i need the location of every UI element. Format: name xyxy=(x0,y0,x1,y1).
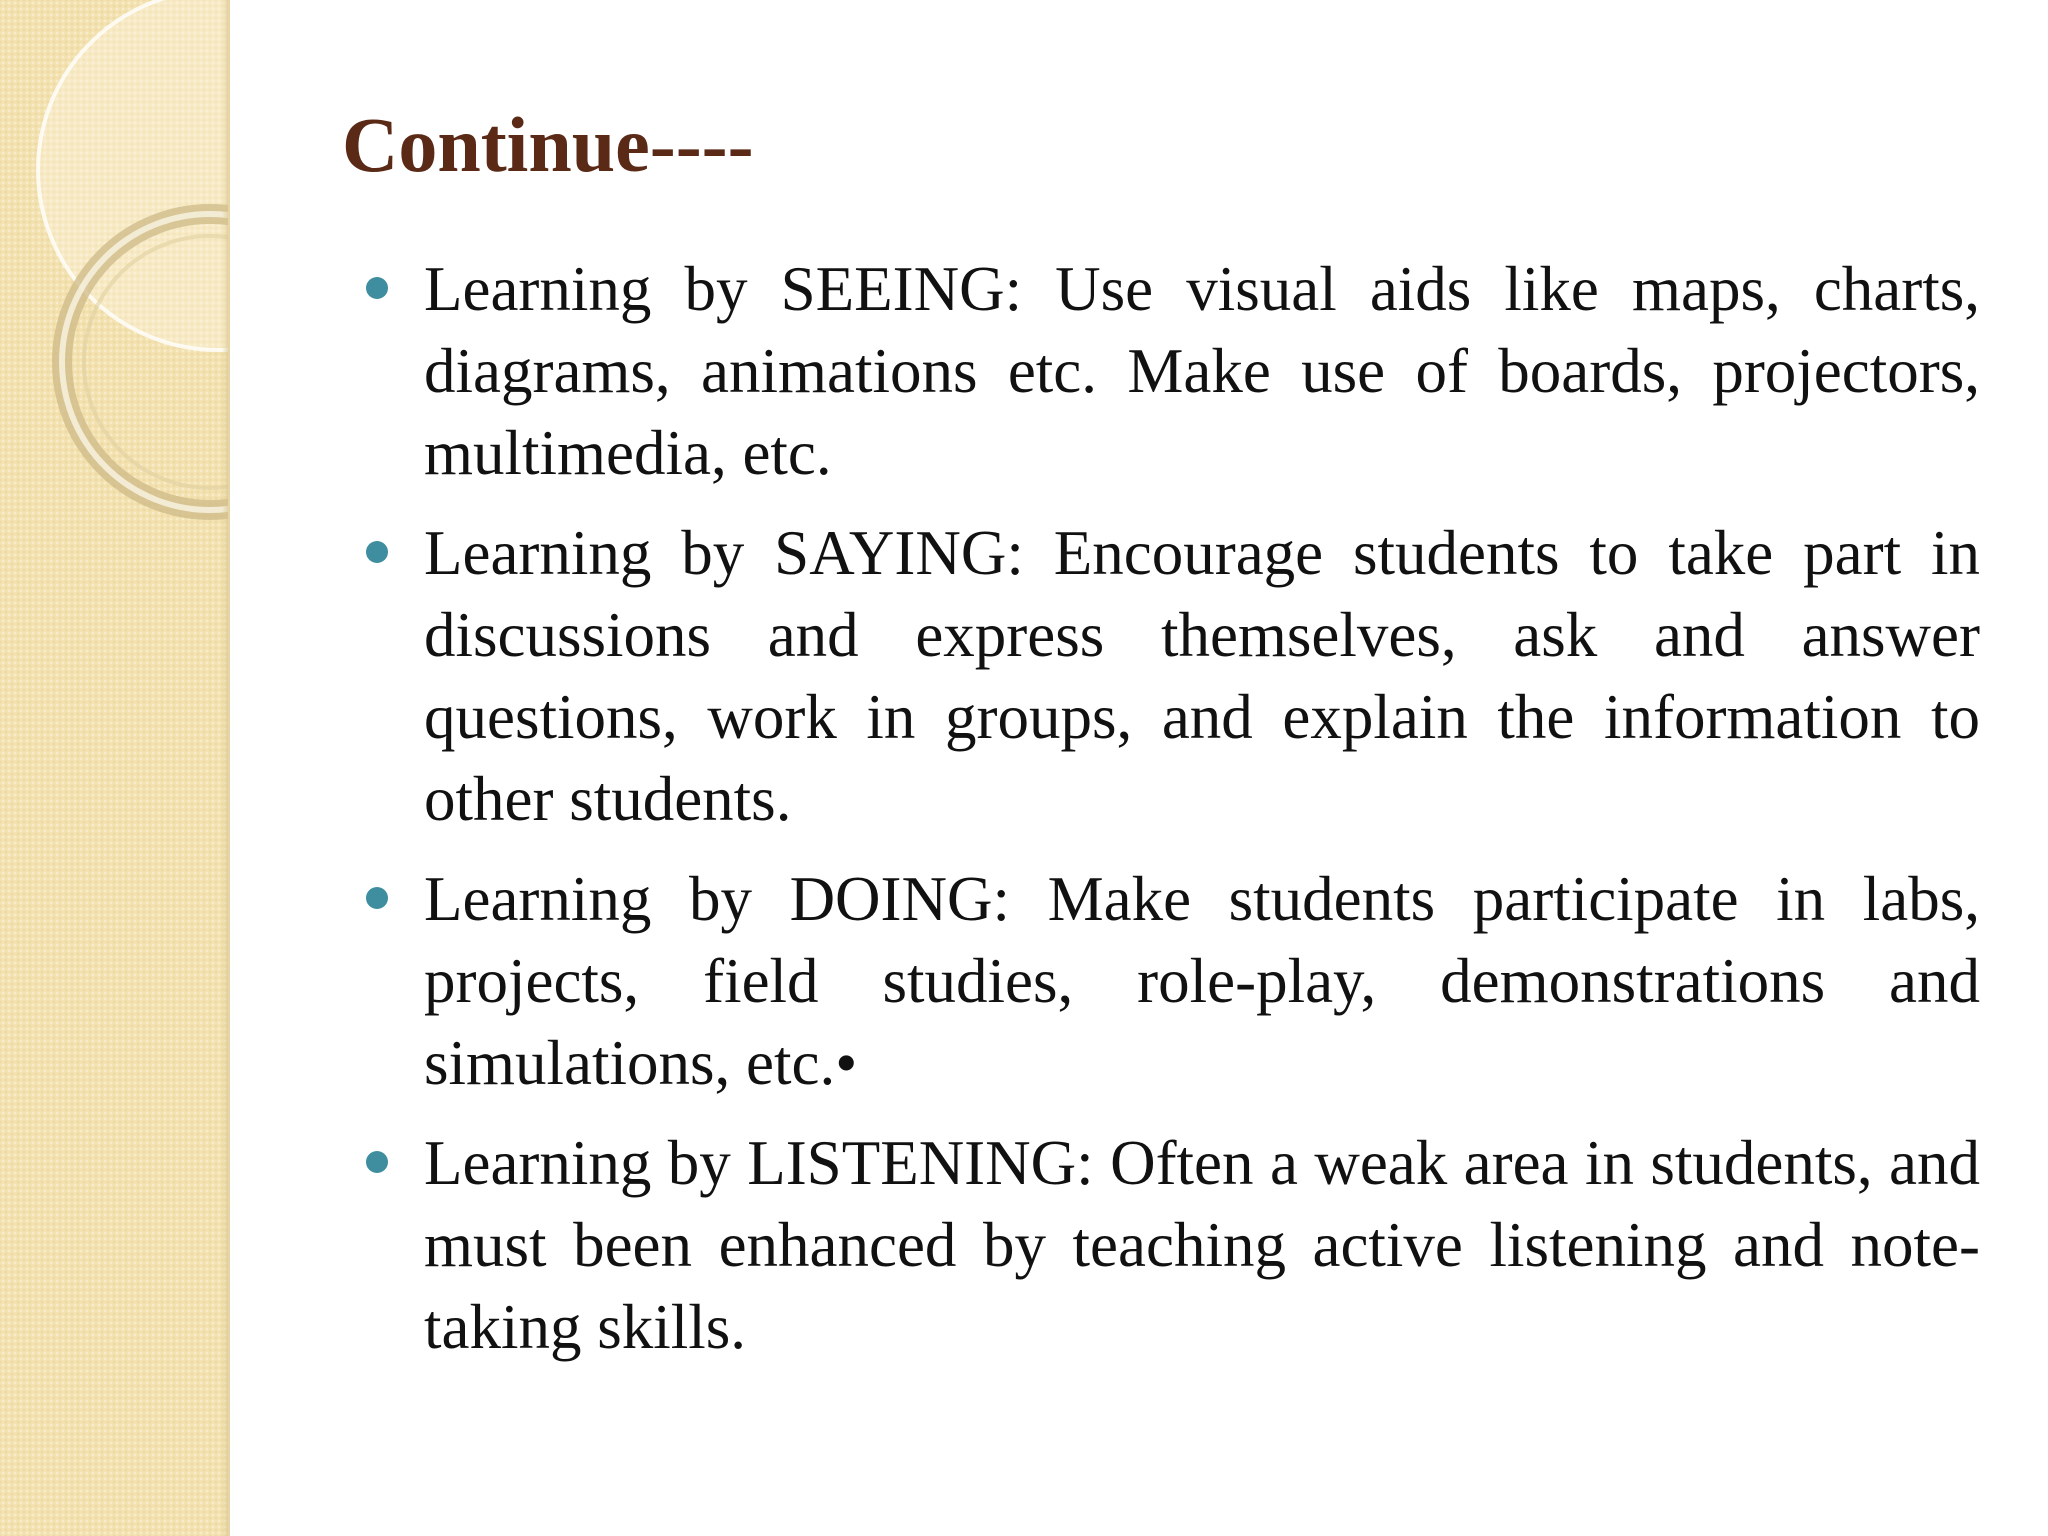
bullet-text: Learning by LISTENING: Often a weak area in students, and must been enhanced by teaching active listening and note-taking skills. xyxy=(424,1128,1980,1362)
bullet-item-doing xyxy=(424,858,1980,1104)
bullet-item-seeing xyxy=(424,248,1980,494)
bullet-list xyxy=(424,248,1980,1386)
decorative-side-band xyxy=(0,0,230,1536)
bullet-item-listening xyxy=(424,1122,1980,1368)
bullet-text: Learning by SEEING: Use visual aids like maps, charts, diagrams, animations etc. Make use of boards, projectors, multimedia, etc. xyxy=(424,254,1980,488)
bullet-dot-icon xyxy=(366,887,388,909)
bullet-dot-icon xyxy=(366,541,388,563)
bullet-dot-icon xyxy=(366,1151,388,1173)
bullet-text: Learning by SAYING: Encourage students to take part in discussions and express themselves, ask and answer questions, work in groups, and explain the information to other students. xyxy=(424,518,1980,834)
bullet-item-saying xyxy=(424,512,1980,840)
slide-title: Continue---- xyxy=(342,101,754,188)
bullet-text: Learning by DOING: Make students participate in labs, projects, field studies, role-play, demonstrations and simulations, etc.• xyxy=(424,864,1980,1098)
decorative-rings-icon xyxy=(0,0,228,520)
bullet-dot-icon xyxy=(366,277,388,299)
